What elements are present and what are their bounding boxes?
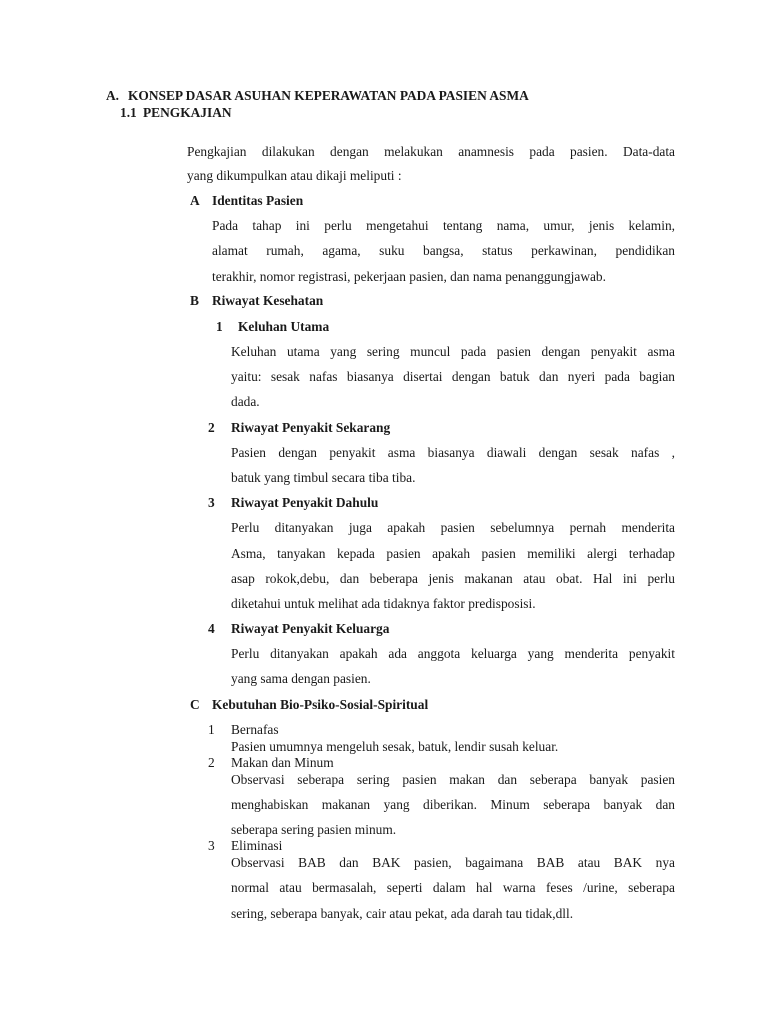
item-number: 3 — [208, 495, 215, 510]
item-line: Perlu ditanyakan juga apakah pasien sebelumnya pernah menderita — [231, 520, 675, 535]
item-title: Keluhan Utama — [238, 319, 330, 334]
item-line: Pasien umumnya mengeluh sesak, batuk, lendir susah keluar. — [231, 739, 559, 754]
subheading-number: 1.1 — [120, 105, 137, 120]
item-number: 2 — [208, 755, 215, 770]
item-line: Observasi seberapa sering pasien makan dan seberapa banyak pasien — [231, 772, 675, 787]
subheading-title: PENGKAJIAN — [143, 105, 232, 120]
heading-marker: A. — [106, 88, 120, 103]
item-line: yaitu: sesak nafas biasanya disertai dengan batuk dan nyeri pada bagian — [231, 369, 675, 384]
item-title: Makan dan Minum — [231, 755, 334, 770]
section-a-line: alamat rumah, agama, suku bangsa, status perkawinan, pendidikan — [212, 243, 675, 258]
section-a-title: Identitas Pasien — [212, 193, 304, 208]
item-line: dada. — [231, 394, 260, 409]
item-number: 2 — [208, 420, 215, 435]
heading-title: KONSEP DASAR ASUHAN KEPERAWATAN PADA PASIEN ASMA — [128, 88, 529, 103]
item-line: seberapa sering pasien minum. — [231, 822, 397, 837]
section-c-title: Kebutuhan Bio-Psiko-Sosial-Spiritual — [212, 697, 429, 712]
item-line: menghabiskan makanan yang diberikan. Minum seberapa banyak dan — [231, 797, 675, 812]
item-line: diketahui untuk melihat ada tidaknya faktor predisposisi. — [231, 596, 536, 611]
section-b-marker: B — [190, 293, 199, 308]
item-line: Pasien dengan penyakit asma biasanya diawali dengan sesak nafas , — [231, 445, 675, 460]
item-line: Asma, tanyakan kepada pasien apakah pasien memiliki alergi terhadap — [231, 546, 675, 561]
item-number: 1 — [216, 319, 223, 334]
item-line: Observasi BAB dan BAK pasien, bagaimana BAB atau BAK nya — [231, 855, 675, 870]
item-line: normal atau bermasalah, seperti dalam hal warna feses /urine, seberapa — [231, 880, 675, 895]
section-c-marker: C — [190, 697, 200, 712]
item-line: Keluhan utama yang sering muncul pada pasien dengan penyakit asma — [231, 344, 675, 359]
item-line: Perlu ditanyakan apakah ada anggota keluarga yang menderita penyakit — [231, 646, 675, 661]
item-line: asap rokok,debu, dan beberapa jenis makanan atau obat. Hal ini perlu — [231, 571, 675, 586]
item-number: 1 — [208, 722, 215, 737]
item-number: 3 — [208, 838, 215, 853]
item-title: Bernafas — [231, 722, 279, 737]
item-line: sering, seberapa banyak, cair atau pekat, ada darah tau tidak,dll. — [231, 906, 574, 921]
section-b-title: Riwayat Kesehatan — [212, 293, 324, 308]
intro-line: yang dikumpulkan atau dikaji meliputi : — [187, 168, 402, 183]
item-title: Riwayat Penyakit Dahulu — [231, 495, 379, 510]
item-number: 4 — [208, 621, 215, 636]
section-a-marker: A — [190, 193, 200, 208]
intro-line: Pengkajian dilakukan dengan melakukan anamnesis pada pasien. Data-data — [187, 144, 675, 159]
item-title: Eliminasi — [231, 838, 283, 853]
item-title: Riwayat Penyakit Sekarang — [231, 420, 391, 435]
item-line: yang sama dengan pasien. — [231, 671, 371, 686]
section-a-line: Pada tahap ini perlu mengetahui tentang nama, umur, jenis kelamin, — [212, 218, 675, 233]
item-title: Riwayat Penyakit Keluarga — [231, 621, 390, 636]
section-a-line: terakhir, nomor registrasi, pekerjaan pasien, dan nama penanggungjawab. — [212, 269, 606, 284]
item-line: batuk yang timbul secara tiba tiba. — [231, 470, 416, 485]
